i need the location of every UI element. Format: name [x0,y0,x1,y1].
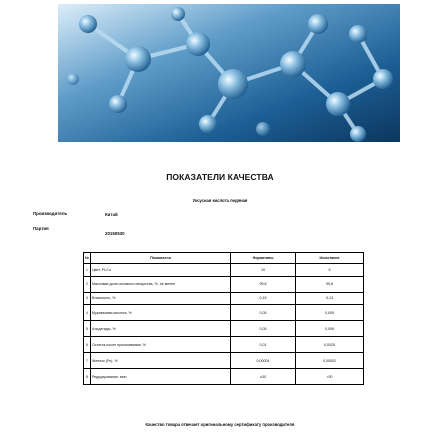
column-header-number: № [84,253,91,264]
table-row [84,353,364,369]
row-number: 6 [84,337,91,353]
row-indicator: Альдегиды, % [91,321,231,337]
quality-statement: Качество товара отвечает оригинальному сертификату производителя [145,422,295,427]
row-indicator: Остаток после прокаливания, % [91,337,231,353]
page-title: ПОКАЗАТЕЛИ КАЧЕСТВА [166,172,274,182]
row-norm: 99,8 [231,276,296,292]
table-row [84,292,364,305]
row-number: 4 [84,305,91,321]
row-test: 0,005 [296,305,364,321]
row-indicator: Влажность, % [91,292,231,305]
row-test: 0,008 [296,321,364,337]
row-indicator: Редуцирование, мин [91,369,231,385]
row-norm: 10 [231,264,296,277]
manufacturer-label: Производитель [33,211,68,216]
table-row [84,276,364,292]
row-indicator: Муравьиная кислота, % [91,305,231,321]
row-norm: 0,00004 [231,353,296,369]
row-test: 5 [296,264,364,277]
row-norm: 0,05 [231,321,296,337]
quality-table [83,252,364,385]
row-norm: 0,01 [231,337,296,353]
row-number: 5 [84,321,91,337]
batch-row [33,226,233,236]
row-test: 0,00002 [296,353,364,369]
batch-value: 20150530 [105,231,125,236]
manufacturer-row [33,211,233,219]
row-norm: ≥30 [231,369,296,385]
table-header-row [84,253,364,264]
molecule-image [58,4,400,142]
table-row [84,321,364,337]
column-header-test: Испытание [296,253,364,264]
row-norm: 0,15 [231,292,296,305]
row-number: 8 [84,369,91,385]
row-test: >30 [296,369,364,385]
manufacturer-value: Китай [105,212,118,217]
column-header-indicator: Показатели [91,253,231,264]
column-header-norm: Нормативы [231,253,296,264]
row-number: 3 [84,292,91,305]
table-row [84,305,364,321]
table-row [84,337,364,353]
row-indicator: Цвет, Pt-Co [91,264,231,277]
row-test: 0,13 [296,292,364,305]
row-number: 7 [84,353,91,369]
row-norm: 0,05 [231,305,296,321]
product-name: Уксусная кислота ледяная [192,198,248,203]
table-row [84,369,364,385]
batch-label: Партия [33,226,49,231]
row-test: 0,0025 [296,337,364,353]
row-number: 2 [84,276,91,292]
row-number: 1 [84,264,91,277]
row-indicator: Массовая доля основного вещества, %, не менее [91,276,231,292]
row-test: 99,8 [296,276,364,292]
row-indicator: Железо (Fe), % [91,353,231,369]
table-row [84,264,364,277]
